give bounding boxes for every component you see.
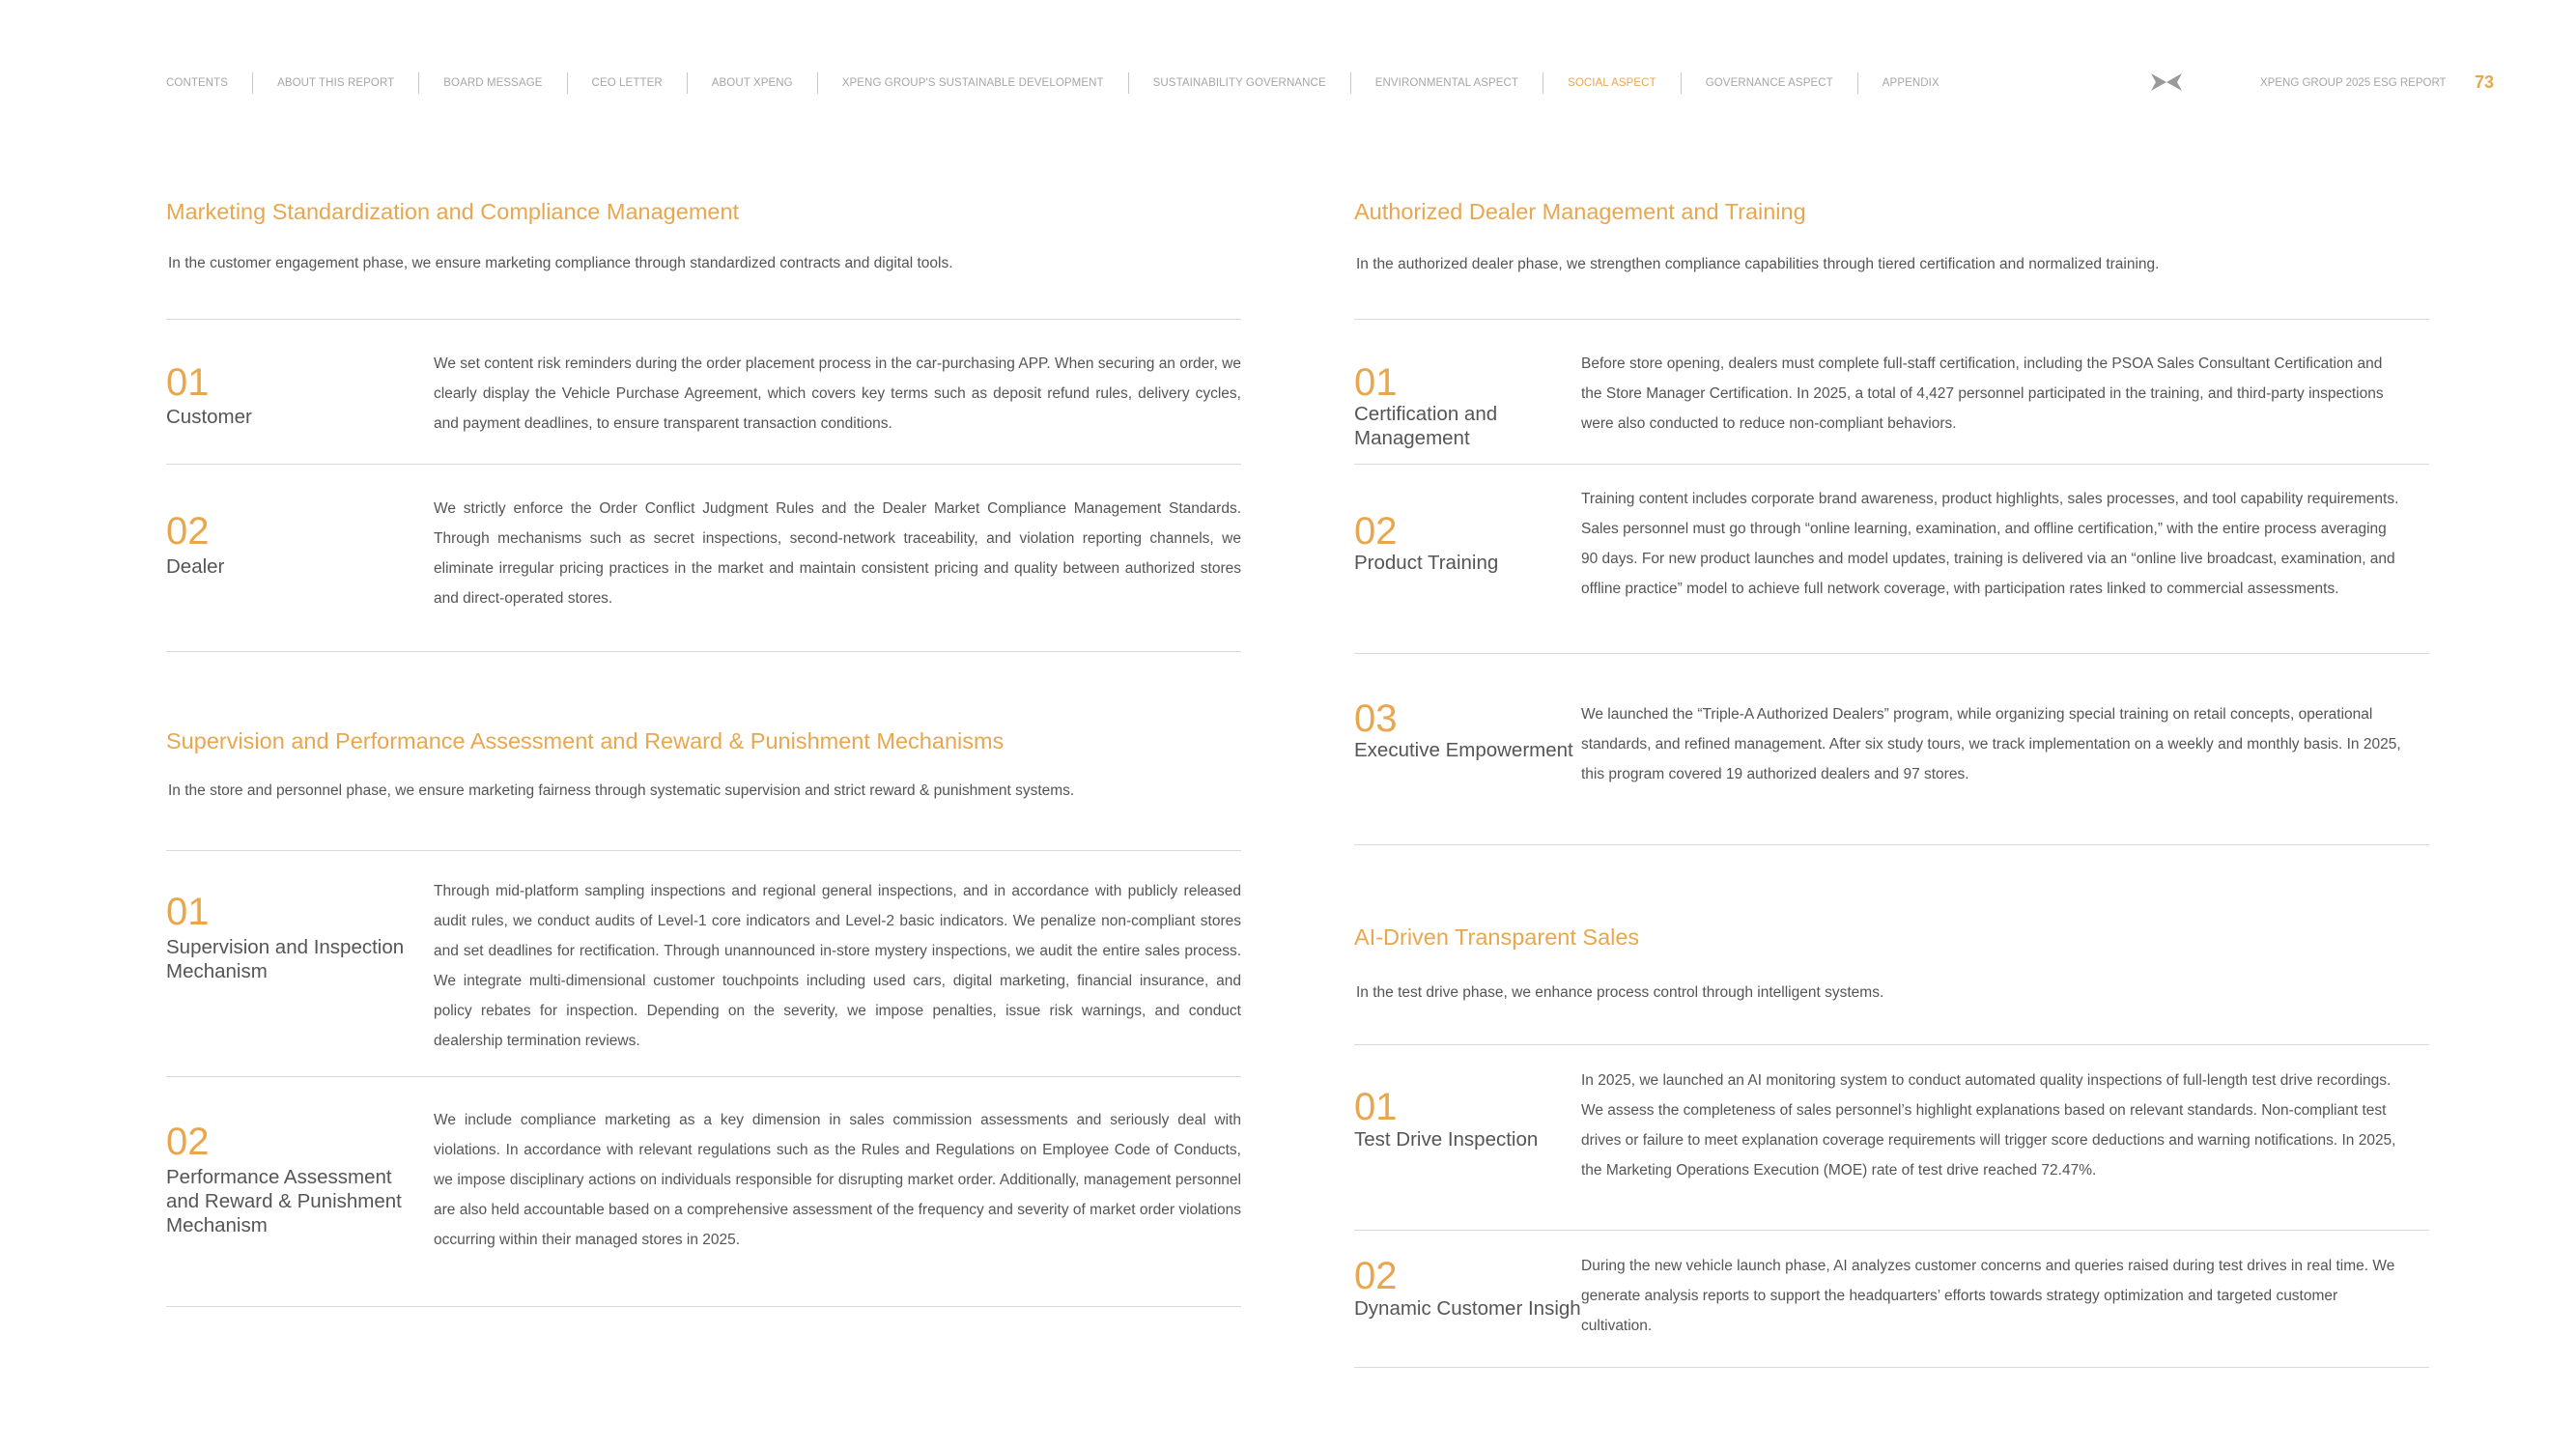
item-number: 03 xyxy=(1354,697,1398,740)
list-item xyxy=(1354,1044,2429,1230)
nav-about-this-report[interactable]: ABOUT THIS REPORT xyxy=(277,77,395,89)
item-number: 02 xyxy=(1354,510,1398,553)
xpeng-logo-icon xyxy=(2150,71,2183,94)
nav-divider xyxy=(252,72,253,94)
nav-divider xyxy=(1128,72,1129,94)
nav-divider xyxy=(1350,72,1351,94)
item-number: 01 xyxy=(1354,361,1398,404)
section-marketing-compliance xyxy=(166,199,1241,653)
item-number: 01 xyxy=(166,891,210,933)
list-item xyxy=(1354,1230,2429,1367)
nav-divider xyxy=(1857,72,1858,94)
page-number: 73 xyxy=(2475,72,2495,92)
section-ai-sales xyxy=(1354,924,2429,1369)
nav-about-xpeng[interactable]: ABOUT XPENG xyxy=(711,77,793,89)
nav-sustainability-governance[interactable]: SUSTAINABILITY GOVERNANCE xyxy=(1152,77,1326,89)
item-text: We strictly enforce the Order Conflict Judgment Rules and the Dealer Market Compliance Management Standards. Through mechanisms such as secret inspections, second-network traceability, and violation reporting channels, we eliminate irregular pricing practices in the market and maintain consistent pricing and quality between authorized stores and direct-operated stores. xyxy=(434,500,1241,607)
item-text: We include compliance marketing as a key dimension in sales commission assessments and seriously deal with violations. In accordance with relevant regulations such as the Rules and Regulations on Employee Code of Conducts, we impose disciplinary actions on individuals responsible for disrupting market order. Additionally, management personnel are also held accountable based on a comprehensive assessment of the frequency and severity of market order violations occurring within their managed stores in 2025. xyxy=(434,1112,1241,1248)
nav-sustainable-development[interactable]: XPENG GROUP'S SUSTAINABLE DEVELOPMENT xyxy=(841,77,1104,89)
item-label: Supervision and Inspection Mechanism xyxy=(166,936,405,982)
item-label: Test Drive Inspection xyxy=(1354,1128,1539,1151)
item-label: Performance Assessment and Reward & Punishment Mechanism xyxy=(166,1166,402,1236)
report-name: XPENG GROUP 2025 ESG REPORT xyxy=(2260,77,2447,89)
section-intro: In the authorized dealer phase, we strengthen compliance capabilities through tiered certification and normalized training. xyxy=(1356,256,2160,272)
item-text: During the new vehicle launch phase, AI analyzes customer concerns and queries raised during test drives in real time. We generate analysis reports to support the headquarters’ efforts towards strategy optimization and targeted customer cultivation. xyxy=(1581,1258,2395,1334)
item-text: We launched the “Triple-A Authorized Dealers” program, while organizing special training on retail concepts, operational standards, and refined management. After six study tours, we track implementation on a weekly and monthly basis. In 2025, this program covered 19 authorized dealers and 97 stores. xyxy=(1581,706,2401,782)
item-label: Dynamic Customer Insigh xyxy=(1354,1297,1581,1320)
nav-divider xyxy=(817,72,818,94)
nav-divider xyxy=(567,72,568,94)
item-number: 01 xyxy=(166,361,210,404)
nav-appendix[interactable]: APPENDIX xyxy=(1882,77,1939,89)
divider xyxy=(166,1306,1241,1307)
list-item xyxy=(166,1076,1241,1306)
item-text: Training content includes corporate brand awareness, product highlights, sales processes, and tool capability requirements. Sales personnel must go through “online learning, examination, and offline certification,” with the entire process averaging 90 days. For new product launches and model updates, training is delivered via an “online live broadcast, examination, and offline practice” model to achieve full network coverage, with participation rates linked to commercial assessments. xyxy=(1581,491,2399,597)
item-label: Certification and Management xyxy=(1354,403,1498,449)
list-item xyxy=(166,319,1241,469)
nav-divider xyxy=(687,72,688,94)
item-label: Customer xyxy=(166,406,252,428)
section-intro: In the customer engagement phase, we ensure marketing compliance through standardized contracts and digital tools. xyxy=(168,255,953,271)
section-title: Supervision and Performance Assessment and Reward & Punishment Mechanisms xyxy=(166,728,1005,753)
nav-governance-aspect[interactable]: GOVERNANCE ASPECT xyxy=(1705,77,1833,89)
nav-divider xyxy=(1681,72,1682,94)
list-item xyxy=(166,464,1241,651)
item-label: Product Training xyxy=(1354,552,1499,574)
item-number: 01 xyxy=(1354,1086,1398,1128)
list-item xyxy=(1354,464,2429,653)
nav-social-aspect[interactable]: SOCIAL ASPECT xyxy=(1568,77,1656,89)
divider xyxy=(1354,844,2429,845)
section-intro: In the test drive phase, we enhance process control through intelligent systems. xyxy=(1356,984,1884,1001)
item-text: In 2025, we launched an AI monitoring system to conduct automated quality inspections of full-length test drive recordings. We assess the completeness of sales personnel’s highlight explanations based on relevant standards. Non-compliant test drives or failure to meet explanation coverage requirements will trigger score deductions and warning notifications. In 2025, the Marketing Operations Execution (MOE) rate of test drive reached 72.47%. xyxy=(1581,1072,2396,1179)
list-item xyxy=(1354,653,2429,846)
nav-divider xyxy=(418,72,419,94)
nav-environmental-aspect[interactable]: ENVIRONMENTAL ASPECT xyxy=(1374,77,1519,89)
item-number: 02 xyxy=(166,1121,210,1163)
section-supervision-assessment xyxy=(166,728,1241,1308)
item-label: Executive Empowerment xyxy=(1354,739,1573,761)
section-dealer-management xyxy=(1354,199,2429,846)
list-item xyxy=(166,850,1241,1076)
item-text: Through mid-platform sampling inspections and regional general inspections, and in accordance with publicly released audit rules, we conduct audits of Level-1 core indicators and Level-2 basic indicators. We penalize non-compliant stores and set deadlines for rectification. Through unannounced in-store mystery inspections, we audit the entire sales process. We integrate multi-dimensional customer touchpoints including used cars, digital marketing, financial insurance, and policy rebates for inspection. Depending on the severity, we impose penalties, issue risk warnings, and conduct dealership termination reviews. xyxy=(434,883,1241,1049)
item-text: Before store opening, dealers must complete full-staff certification, including the PSOA Sales Consultant Certification and the Store Manager Certification. In 2025, a total of 4,427 personnel participated in the training, and third-party inspections were also conducted to reduce non-compliant behaviors. xyxy=(1581,355,2384,432)
nav-board-message[interactable]: BOARD MESSAGE xyxy=(443,77,543,89)
section-intro: In the store and personnel phase, we ensure marketing fairness through systematic supervision and strict reward & punishment systems. xyxy=(168,782,1075,799)
divider xyxy=(1354,1367,2429,1368)
section-title: Authorized Dealer Management and Training xyxy=(1354,199,1806,224)
section-title: Marketing Standardization and Compliance Management xyxy=(166,199,740,224)
item-text: We set content risk reminders during the order placement process in the car-purchasing APP. When securing an order, we clearly display the Vehicle Purchase Agreement, which covers key terms such as deposit refund rules, delivery cycles, and payment deadlines, to ensure transparent transaction conditions. xyxy=(434,355,1241,432)
top-navigation xyxy=(166,72,1939,94)
nav-ceo-letter[interactable]: CEO LETTER xyxy=(591,77,663,89)
list-item xyxy=(1354,319,2429,464)
item-label: Dealer xyxy=(166,555,225,578)
divider xyxy=(166,651,1241,652)
item-number: 02 xyxy=(166,510,210,553)
section-title: AI-Driven Transparent Sales xyxy=(1354,924,1640,950)
nav-contents[interactable]: CONTENTS xyxy=(166,77,229,89)
item-number: 02 xyxy=(1354,1255,1398,1297)
